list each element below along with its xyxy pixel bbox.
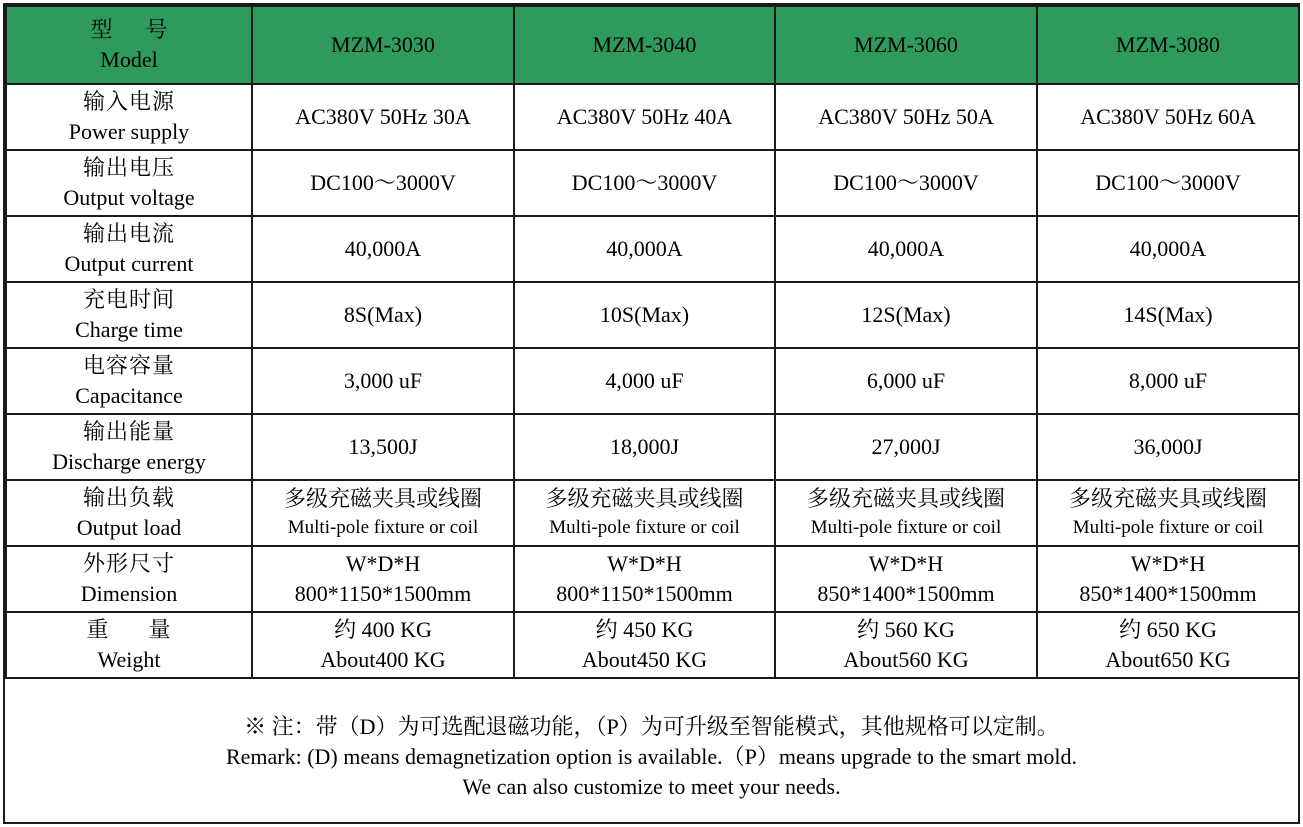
spec-value: 40,000A [344,236,422,261]
row-label-en: Capacitance [75,383,183,408]
spec-row [6,480,1299,546]
row-label-en: Discharge energy [52,449,206,474]
model-name: MZM-3060 [775,6,1037,84]
row-label-zh: 输出能量 [82,419,175,444]
row-label-zh: 输出负载 [82,485,175,510]
spec-value-cell [775,282,1037,348]
spec-value: W*D*H [868,551,944,576]
spec-value-cell [252,414,514,480]
spec-value-cell [1037,348,1299,414]
spec-value: 40,000A [867,236,945,261]
spec-value: DC100～3000V [571,170,718,195]
spec-value-cell [514,150,775,216]
spec-value: Multi-pole fixture or coil [549,517,740,538]
spec-value-cell [252,150,514,216]
spec-value-cell [1037,84,1299,150]
spec-value: 10S(Max) [599,302,690,327]
spec-value-cell [1037,282,1299,348]
row-label-zh: 输入电源 [82,89,175,114]
row-label-cell [6,84,252,150]
spec-value: 4,000 uF [605,368,684,393]
spec-value: About400 KG [320,647,446,672]
spec-value: 约 560 KG [857,617,955,642]
row-label-cell [6,282,252,348]
spec-value: 约 650 KG [1119,617,1217,642]
spec-value: 约 400 KG [334,617,432,642]
spec-value-cell [1037,612,1299,678]
spec-value-cell [252,282,514,348]
spec-value: About650 KG [1105,647,1231,672]
row-label-en: Output voltage [63,185,195,210]
spec-value-cell [1037,546,1299,612]
spec-value: W*D*H [607,551,682,576]
spec-row [6,414,1299,480]
row-label-en: Output load [76,515,182,540]
spec-value: 多级充磁夹具或线圈 [283,486,482,511]
row-label-cell [6,348,252,414]
spec-value: 6,000 uF [866,368,946,393]
spec-value-cell [775,216,1037,282]
model-name: MZM-3080 [1037,6,1299,84]
spec-value: 8,000 uF [1128,368,1208,393]
spec-value: AC380V 50Hz 40A [556,104,733,129]
spec-value-cell [252,84,514,150]
row-label-cell [6,480,252,546]
spec-value-cell [514,348,775,414]
spec-value: AC380V 50Hz 50A [818,104,994,129]
spec-value-cell [252,348,514,414]
row-label-cell [6,546,252,612]
spec-table [5,5,1300,679]
spec-value: DC100～3000V [310,170,456,195]
row-label-zh: 输出电流 [82,221,175,246]
spec-value: 36,000J [1133,434,1203,459]
spec-value-cell [252,480,514,546]
spec-value-cell [1037,414,1299,480]
spec-row [6,216,1299,282]
spec-value-cell [252,546,514,612]
spec-value: 850*1400*1500mm [1079,581,1257,606]
spec-value: 多级充磁夹具或线圈 [1068,486,1267,511]
spec-value: 约 450 KG [595,617,694,642]
row-label-en: Power supply [68,119,190,144]
header-row [6,6,1299,84]
spec-value: 800*1150*1500mm [294,581,472,606]
spec-value-cell [1037,150,1299,216]
row-label-zh: 充电时间 [82,287,175,312]
spec-value-cell [775,414,1037,480]
model-name: MZM-3030 [252,6,514,84]
spec-value: 14S(Max) [1123,302,1213,327]
spec-value: DC100～3000V [1095,170,1241,195]
spec-row [6,348,1299,414]
row-label-cell [6,150,252,216]
spec-value: 40,000A [606,236,683,261]
row-label-zh: 电容容量 [82,353,175,378]
row-label-cell [6,612,252,678]
spec-value-cell [514,480,775,546]
spec-value-cell [775,480,1037,546]
spec-value: Multi-pole fixture or coil [287,517,479,538]
spec-value-cell [775,348,1037,414]
model-name: MZM-3040 [514,6,775,84]
spec-value: 850*1400*1500mm [817,581,995,606]
spec-value: 3,000 uF [343,368,423,393]
spec-value-cell [252,216,514,282]
spec-value-cell [775,84,1037,150]
spec-value-cell [514,546,775,612]
spec-value-cell [514,414,775,480]
remark-en-2: We can also customize to meet your needs. [462,774,841,799]
spec-value: 800*1150*1500mm [556,581,733,606]
spec-value: Multi-pole fixture or coil [810,517,1002,538]
spec-value: DC100～3000V [833,170,979,195]
model-header-zh: 型 号 [90,17,168,42]
row-label-en: Dimension [80,581,178,606]
spec-row [6,546,1299,612]
spec-value: 多级充磁夹具或线圈 [806,486,1005,511]
spec-row [6,282,1299,348]
spec-value-cell [775,546,1037,612]
spec-value-cell [1037,480,1299,546]
spec-value: 18,000J [609,434,680,459]
model-header-cell [6,6,252,84]
row-label-cell [6,414,252,480]
spec-value-cell [1037,216,1299,282]
spec-row [6,84,1299,150]
spec-value: About450 KG [581,647,708,672]
spec-value-cell [775,612,1037,678]
spec-value: Multi-pole fixture or coil [1072,517,1264,538]
remark-block [5,704,1298,820]
remark-zh: ※ 注：带（D）为可选配退磁功能，（P）为可升级至智能模式，其他规格可以定制。 [244,714,1059,739]
spec-value-cell [514,84,775,150]
row-label-zh: 输出电压 [82,155,175,180]
spec-value: AC380V 50Hz 30A [295,104,471,129]
row-label-en: Weight [97,647,161,672]
spec-value: 12S(Max) [861,302,951,327]
spec-value-cell [514,282,775,348]
model-header-en: Model [100,47,158,72]
spec-value: 27,000J [871,434,941,459]
remark-en: Remark: (D) means demagnetization option is available.（P）means upgrade to the smart mold. [225,744,1078,769]
row-label-zh: 外形尺寸 [82,551,175,576]
row-label-zh: 重 量 [86,617,172,642]
spec-value-cell [514,612,775,678]
row-label-cell [6,216,252,282]
row-label-en: Charge time [75,317,183,342]
spec-value-cell [252,612,514,678]
spec-value-cell [514,216,775,282]
row-label-en: Output current [64,251,194,276]
spec-value: 8S(Max) [343,302,423,327]
spec-value: 40,000A [1129,236,1207,261]
spec-value: AC380V 50Hz 60A [1080,104,1256,129]
spec-value: W*D*H [1130,551,1206,576]
spec-value-cell [775,150,1037,216]
spec-row [6,612,1299,678]
spec-value: About560 KG [843,647,969,672]
spec-row [6,150,1299,216]
spec-value: W*D*H [345,551,421,576]
spec-value: 多级充磁夹具或线圈 [545,486,744,511]
spec-value: 13,500J [348,434,418,459]
